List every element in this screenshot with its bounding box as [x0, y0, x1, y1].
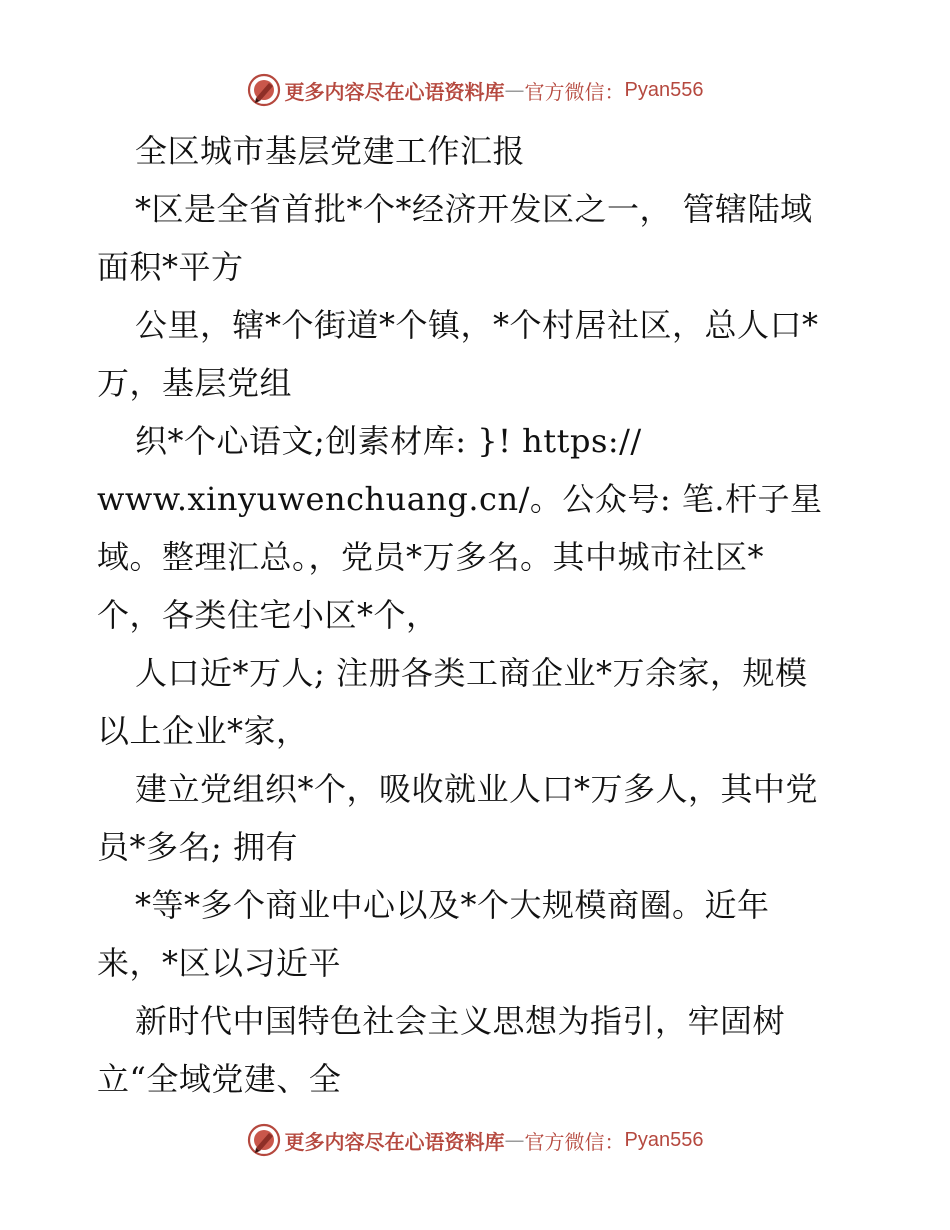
text-line: www.xinyuwenchuang.cn/。公众号: 笔.杆子星: [97, 480, 823, 518]
text-line: *区是全省首批*个*经济开发区之一， 管辖陆域: [135, 190, 813, 228]
text-line: 面积*平方: [97, 248, 244, 286]
banner-wechat-handle: Pyan556: [624, 1128, 704, 1151]
text-line: 公里，辖*个街道*个镇，*个村居社区，总人口*: [135, 306, 819, 344]
text-line: 织*个心语文;创素材库: }! https://: [135, 422, 642, 460]
pen-logo-icon: [247, 1123, 281, 1157]
text-line: 万，基层党组: [97, 364, 293, 402]
text-line: 新时代中国特色社会主义思想为指引，牢固树: [135, 1002, 786, 1040]
banner-official-label: 官方微信：: [524, 79, 625, 104]
header-banner: [0, 70, 950, 110]
document-body: [97, 122, 857, 1108]
text-line: 人口近*万人; 注册各类工商企业*万余家，规模: [135, 654, 808, 692]
document-title: 全区城市基层党建工作汇报: [135, 132, 526, 170]
footer-banner: [0, 1120, 950, 1160]
text-line: 员*多名; 拥有: [97, 828, 298, 866]
banner-brand-text: 更多内容尽在心语资料库: [284, 1129, 505, 1154]
text-line: 立“全域党建、全: [97, 1060, 342, 1098]
banner-dash: —: [504, 78, 525, 102]
text-line: 来，*区以习近平: [97, 944, 342, 982]
text-line: 以上企业*家，: [97, 712, 309, 750]
text-line: 建立党组织*个，吸收就业人口*万多人，其中党: [135, 770, 819, 808]
pen-logo-icon: [247, 73, 281, 107]
text-line: 个，各类住宅小区*个，: [97, 596, 439, 634]
banner-official-label: 官方微信：: [524, 1129, 625, 1154]
text-line: *等*多个商业中心以及*个大规模商圈。近年: [135, 886, 770, 924]
text-line: 域。整理汇总。，党员*万多名。其中城市社区*: [97, 538, 765, 576]
banner-wechat-handle: Pyan556: [624, 78, 704, 101]
banner-brand-text: 更多内容尽在心语资料库: [284, 79, 505, 104]
banner-dash: —: [504, 1128, 525, 1152]
